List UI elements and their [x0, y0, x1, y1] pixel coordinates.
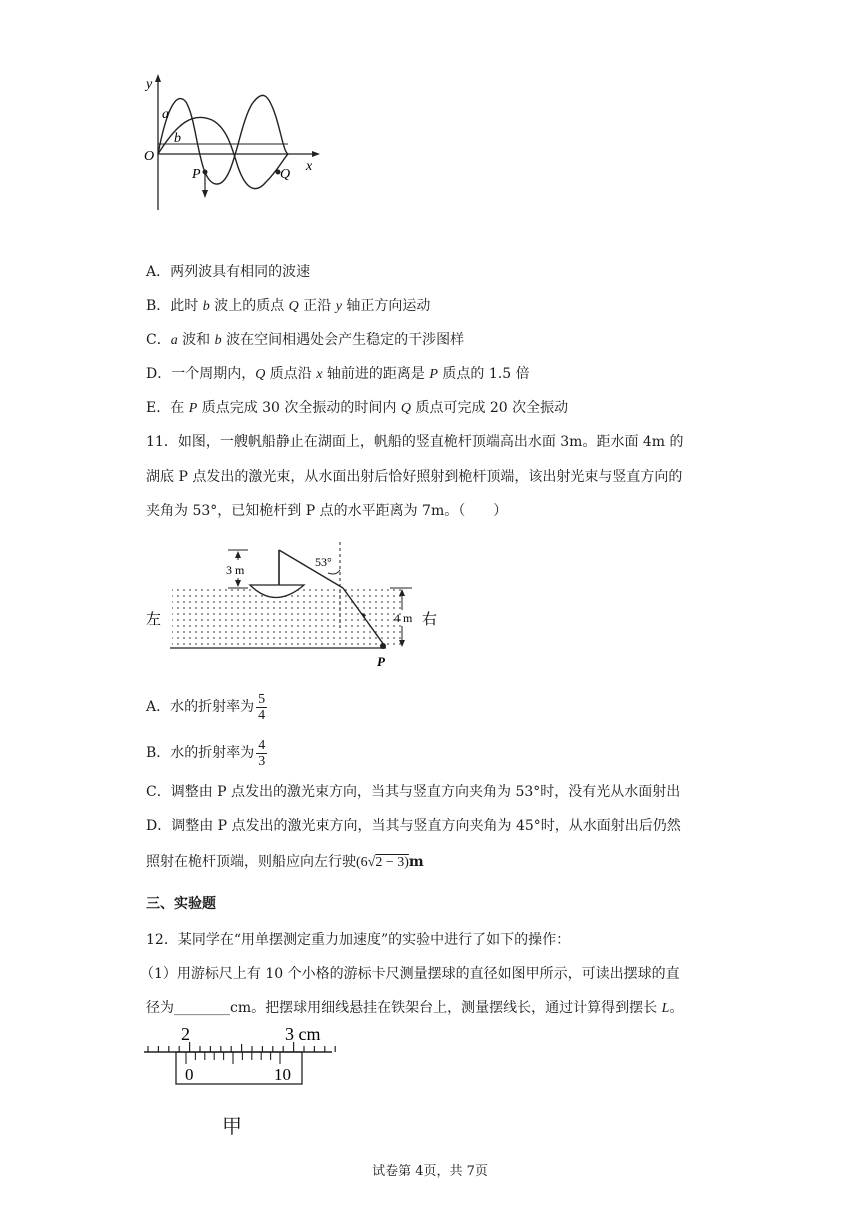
- q10-option-a: A．两列波具有相同的波速: [146, 264, 311, 280]
- vernier-label-10: 10: [274, 1065, 291, 1084]
- origin-label: O: [144, 149, 155, 164]
- fraction-4-3: $\frac{4}{3}$: [258, 737, 266, 769]
- q11-option-c: C．调整由 P 点发出的激光束方向，当其与竖直方向夹角为 53°时，没有光从水面射出: [146, 784, 681, 800]
- vernier-caliper-figure: [140, 1024, 340, 1088]
- q12-stem-line3: 径为________cm。把摆球用细线悬挂在铁架台上，测量摆线长，通过计算得到摆长 L。: [146, 1000, 684, 1016]
- wave-b: [158, 117, 291, 188]
- p-point-label: P: [377, 654, 385, 669]
- q10-option-d: D．一个周期内，Q 质点沿 x 轴前进的距离是 P 质点的 1.5 倍: [146, 366, 530, 382]
- figure-caption-jia: 甲: [222, 1114, 242, 1138]
- wave-figure: [138, 72, 328, 217]
- q11-stem-line3: 夹角为 53°，已知桅杆到 P 点的水平距离为 7m。（ ）: [146, 503, 508, 519]
- vernier-scale-ticks: [186, 1052, 280, 1064]
- y-axis-label: y: [146, 77, 153, 92]
- q11-stem-line1: 11．如图，一艘帆船静止在湖面上，帆船的竖直桅杆顶端高出水面 3m。距水面 4m 的: [146, 434, 684, 450]
- q12-stem-line1: 12．某同学在“用单摆测定重力加速度”的实验中进行了如下的操作：: [146, 932, 571, 948]
- q11-stem-line2: 湖底 P 点发出的激光束，从水面出射后恰好照射到桅杆顶端，该出射光束与竖直方向的: [146, 469, 683, 485]
- left-label: 左: [146, 612, 162, 628]
- depth-4m-label: 4 m: [394, 611, 413, 625]
- p-label: P: [192, 167, 201, 182]
- sqrt-sign: √: [367, 855, 376, 870]
- answer-blank[interactable]: ________: [174, 1000, 230, 1016]
- x-axis-label: x: [306, 159, 313, 174]
- right-label: 右: [422, 612, 438, 628]
- q11-option-a: A．水的折射率为 $\frac{5}{4}$: [146, 691, 266, 723]
- q10-option-b: B．此时 b 波上的质点 Q 正沿 y 轴正方向运动: [146, 298, 431, 314]
- q11-option-d-line1: D．调整由 P 点发出的激光束方向，当其与竖直方向夹角为 45°时，从水面射出后仍然: [146, 818, 681, 834]
- height-3m-label: 3 m: [226, 563, 245, 577]
- q10-option-e: E．在 P 质点完成 30 次全振动的时间内 Q 质点可完成 20 次全振动: [146, 400, 569, 416]
- main-scale-label-2: 2: [181, 1024, 190, 1044]
- section-title: 三、实验题: [146, 896, 216, 912]
- boat-figure: [140, 540, 440, 670]
- q10-option-c: C．a 波和 b 波在空间相遇处会产生稳定的干涉图样: [146, 332, 465, 348]
- main-scale-label-3cm: 3 cm: [285, 1024, 321, 1044]
- fraction-5-4: $\frac{5}{4}$: [258, 691, 266, 723]
- page-footer: 试卷第 4页，共 7页: [372, 1164, 488, 1179]
- q11-option-d-line2: 照射在桅杆顶端，则船应向左行驶(6√2 − 3)m: [146, 854, 424, 870]
- q11-option-b: B．水的折射率为 $\frac{4}{3}$: [146, 737, 266, 769]
- angle-53-label: 53°: [315, 555, 332, 569]
- q12-stem-line2: （1）用游标尺上有 10 个小格的游标卡尺测量摆球的直径如图甲所示，可读出摆球的直: [140, 966, 680, 982]
- b-label: b: [174, 131, 181, 146]
- q-label: Q: [280, 167, 291, 182]
- vernier-label-0: 0: [185, 1065, 194, 1084]
- a-label: a: [162, 107, 169, 122]
